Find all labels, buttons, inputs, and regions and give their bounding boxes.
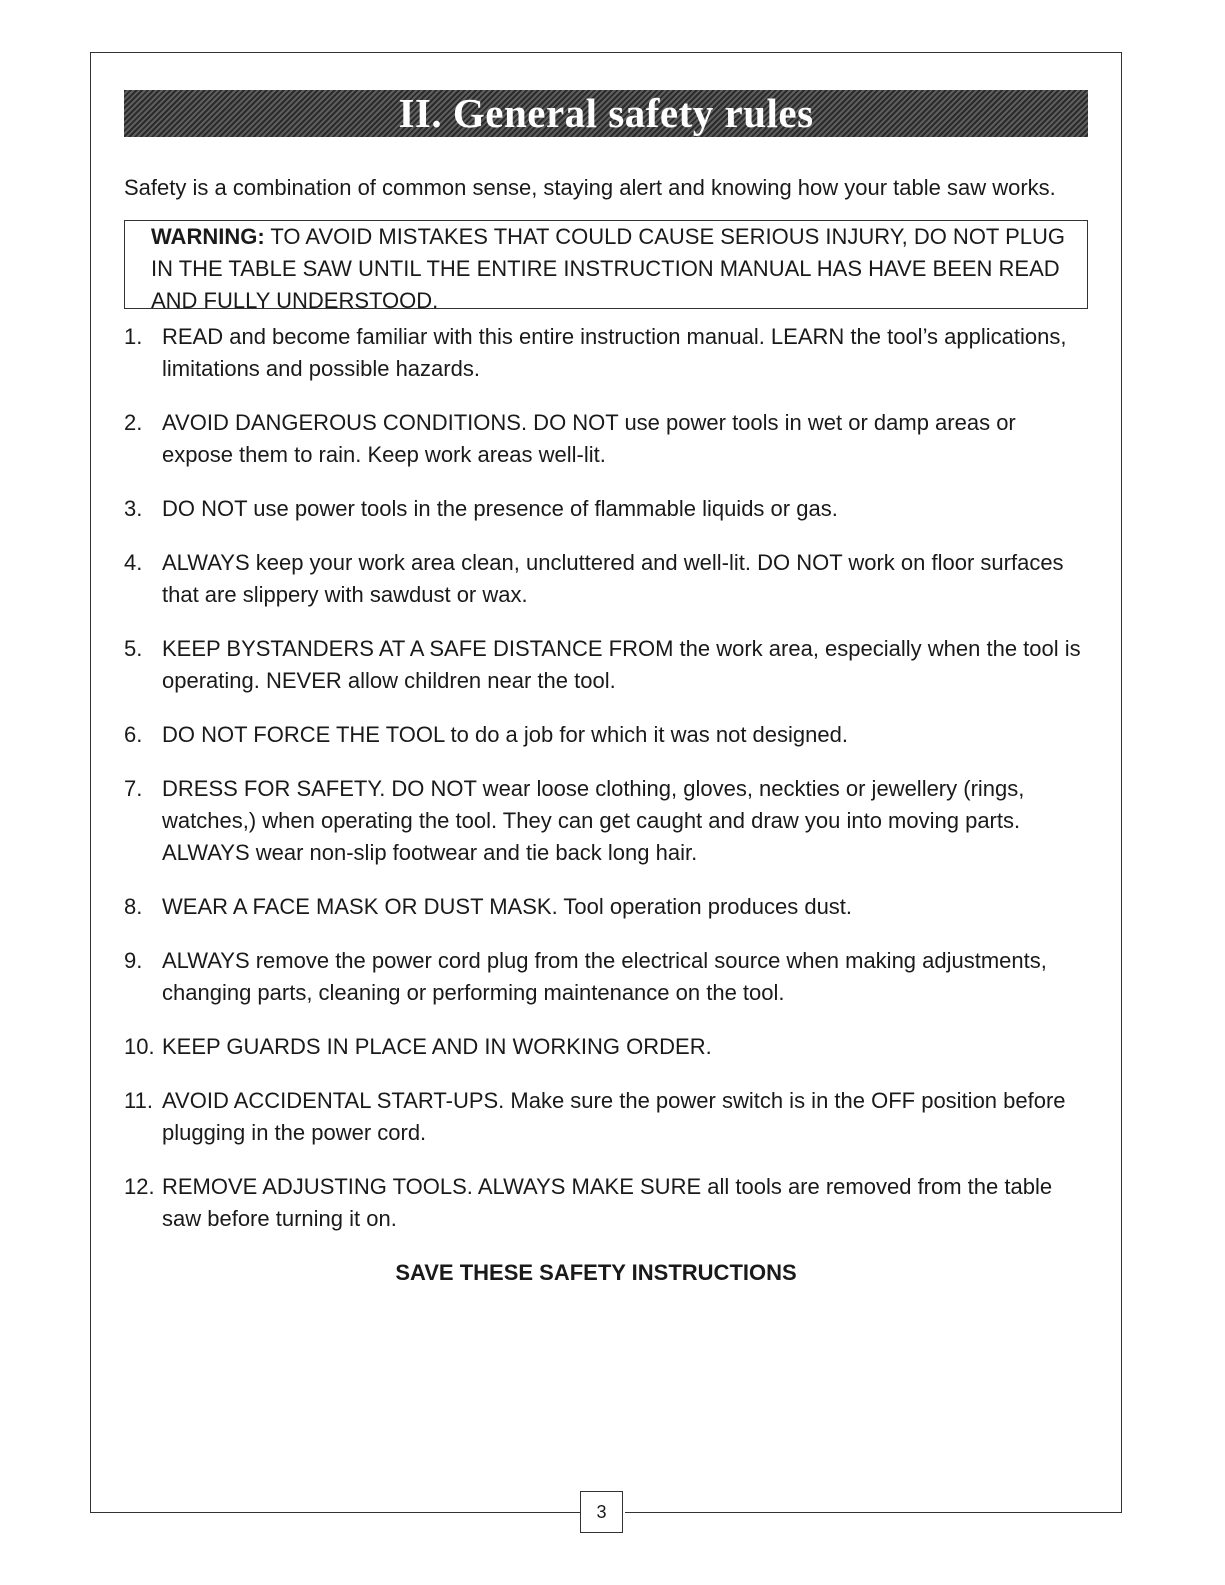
rule-number: 6. — [124, 722, 143, 747]
rule-text: WEAR A FACE MASK OR DUST MASK. Tool operation produces dust. — [162, 894, 853, 919]
warning-box — [124, 220, 1088, 313]
rule-text: ALWAYS keep your work area clean, uncluttered and well-lit. DO NOT work on floor surfaces that are slippery with sawdust or wax. — [162, 550, 1064, 607]
safety-rule-item — [124, 719, 1088, 751]
safety-rule-item — [124, 773, 1088, 869]
rule-number: 11. — [124, 1088, 153, 1113]
rule-text: KEEP BYSTANDERS AT A SAFE DISTANCE FROM the work area, especially when the tool is operating. NEVER allow children near the tool. — [162, 636, 1081, 693]
safety-rule-item — [124, 891, 1088, 923]
safety-rule-item — [124, 1085, 1088, 1149]
rule-text: DO NOT use power tools in the presence of flammable liquids or gas. — [162, 496, 838, 521]
footer-rule-left — [90, 1512, 580, 1513]
safety-rule-item — [124, 633, 1088, 697]
safety-rules-list — [124, 321, 1088, 1235]
safety-rule-item — [124, 1171, 1088, 1235]
rule-number: 9. — [124, 948, 143, 973]
footer-rule-right — [625, 1512, 1122, 1513]
rule-text: READ and become familiar with this entire instruction manual. LEARN the tool’s applications, limitations and possible hazards. — [162, 324, 1067, 381]
rule-number: 1. — [124, 324, 143, 349]
rule-text: DO NOT FORCE THE TOOL to do a job for which it was not designed. — [162, 722, 848, 747]
rule-number: 2. — [124, 410, 143, 435]
main-content — [124, 172, 1088, 1289]
safety-rule-item — [124, 407, 1088, 471]
safety-rule-item — [124, 321, 1088, 385]
safety-rule-item — [124, 547, 1088, 611]
safety-rule-item — [124, 1031, 1088, 1063]
rule-text: AVOID ACCIDENTAL START-UPS. Make sure the power switch is in the OFF position before plugging in the power cord. — [162, 1088, 1066, 1145]
intro-paragraph: Safety is a combination of common sense, staying alert and knowing how your table saw works. — [124, 175, 1056, 200]
rule-number: 4. — [124, 550, 143, 575]
rule-text: REMOVE ADJUSTING TOOLS. ALWAYS MAKE SURE all tools are removed from the table saw before turning it on. — [162, 1174, 1053, 1231]
rule-number: 7. — [124, 776, 143, 801]
rule-number: 12. — [124, 1174, 155, 1199]
page-number: 3 — [580, 1491, 623, 1533]
safety-rule-item — [124, 945, 1088, 1009]
rule-number: 5. — [124, 636, 143, 661]
rule-text: KEEP GUARDS IN PLACE AND IN WORKING ORDER. — [162, 1034, 712, 1059]
rule-text: ALWAYS remove the power cord plug from the electrical source when making adjustments, changing parts, cleaning or performing maintenance on the tool. — [162, 948, 1047, 1005]
rule-number: 8. — [124, 894, 143, 919]
rule-number: 3. — [124, 496, 143, 521]
warning-text: TO AVOID MISTAKES THAT COULD CAUSE SERIOUS INJURY, DO NOT PLUG IN THE TABLE SAW UNTIL THE ENTIRE INSTRUCTION MANUAL HAS HAVE BEEN READ AND FULLY UNDERSTOOD. — [151, 224, 1065, 313]
section-title: II. General safety rules — [398, 90, 814, 136]
warning-label: WARNING: — [151, 224, 265, 249]
section-title-banner — [124, 90, 1088, 137]
rule-text: AVOID DANGEROUS CONDITIONS. DO NOT use power tools in wet or damp areas or expose them to rain. Keep work areas well-lit. — [162, 410, 1016, 467]
rule-number: 10. — [124, 1034, 155, 1059]
safety-rule-item — [124, 493, 1088, 525]
save-instructions-note: SAVE THESE SAFETY INSTRUCTIONS — [395, 1260, 797, 1285]
rule-text: DRESS FOR SAFETY. DO NOT wear loose clothing, gloves, neckties or jewellery (rings, watches,) when operating the tool. They can get caught and draw you into moving parts. ALWAYS wear non-slip footwear and tie back long hair. — [162, 776, 1025, 865]
